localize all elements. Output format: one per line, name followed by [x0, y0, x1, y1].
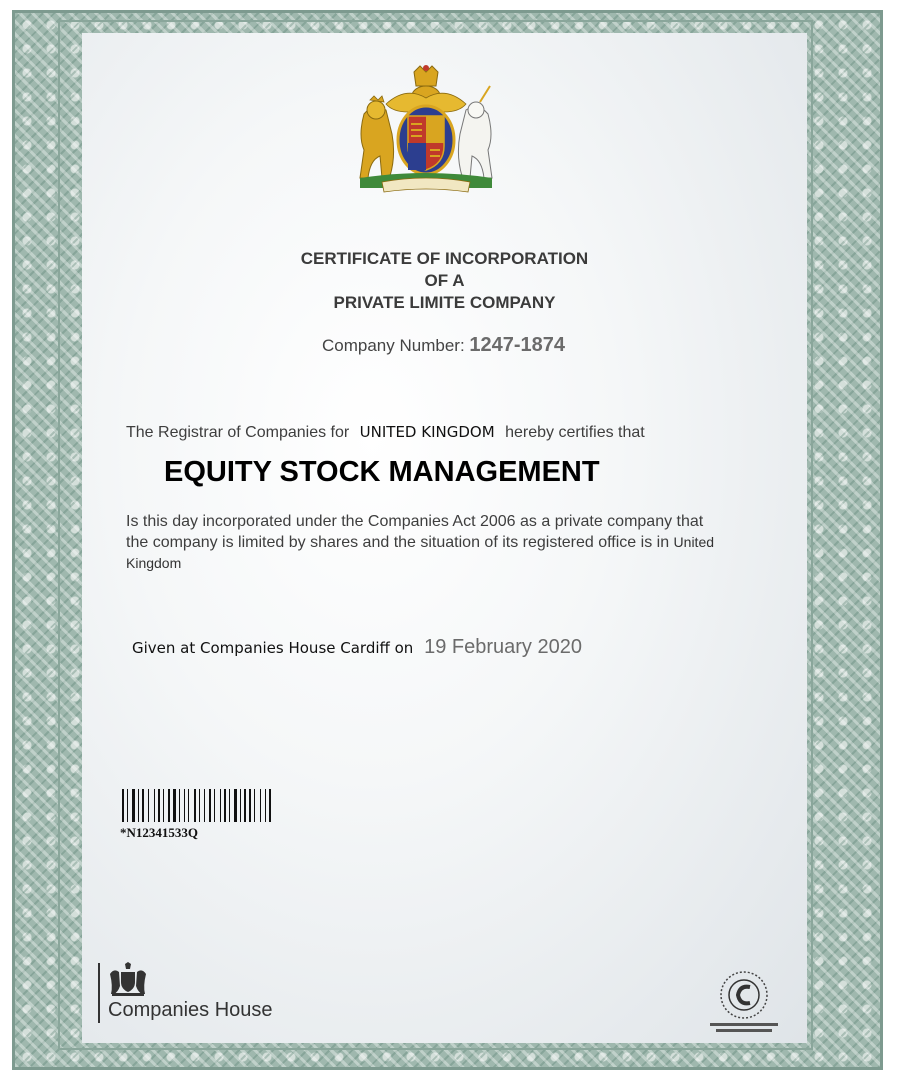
barcode	[120, 789, 351, 822]
company-number	[322, 334, 565, 357]
registrar-country: UNITED KINGDOM	[359, 423, 495, 441]
company-name: EQUITY STOCK MANAGEMENT	[164, 456, 600, 488]
incorporation-text: Is this day incorporated under the Companies Act 2006 as a private company that the company is limited by shares and the situation of its registered office is in	[126, 513, 704, 551]
barcode-text: *N12341533Q	[120, 825, 198, 840]
registrar-statement	[126, 423, 645, 442]
incorporation-statement	[126, 511, 726, 574]
company-number-label: Company Number:	[322, 336, 465, 355]
companies-house-crest-icon	[108, 962, 148, 996]
registrar-prefix: The Registrar of Companies for	[126, 424, 350, 441]
official-seal-icon	[706, 967, 782, 1037]
companies-house-divider	[98, 963, 100, 1023]
title-line-2: OF A	[424, 271, 465, 290]
given-prefix: Given at Companies House Cardiff on	[132, 639, 414, 657]
registrar-suffix: hereby certifies that	[505, 424, 645, 441]
given-statement	[132, 636, 582, 659]
registered-office: United Kingdom	[126, 534, 715, 571]
royal-coat-of-arms-icon	[356, 64, 496, 196]
certificate-title	[82, 248, 807, 314]
company-number-value: 1247-1874	[469, 334, 566, 356]
title-line-1: CERTIFICATE OF INCORPORATION	[300, 249, 589, 268]
given-date: 19 February 2020	[424, 636, 582, 658]
companies-house-label: Companies House	[108, 999, 273, 1021]
title-line-3: PRIVATE LIMITE COMPANY	[333, 293, 556, 312]
